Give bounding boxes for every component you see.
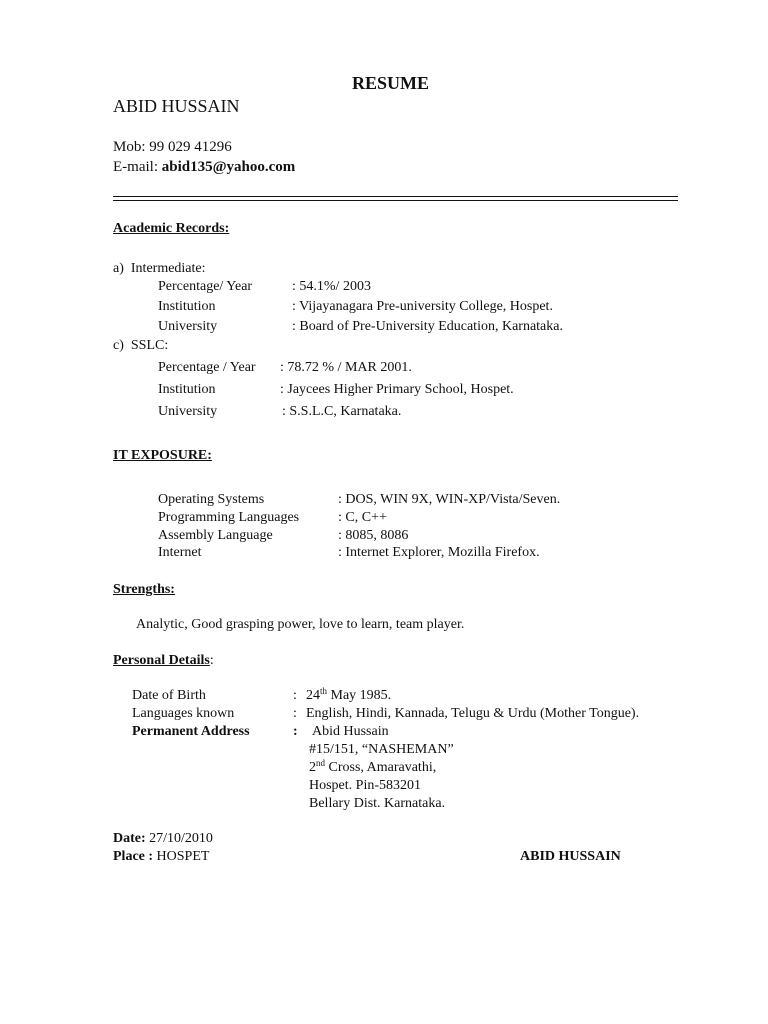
address-label: Permanent Address xyxy=(132,724,250,739)
email-line xyxy=(113,160,295,175)
address-cross-number: 2 xyxy=(309,760,316,775)
address-cross-suffix: nd xyxy=(316,758,325,768)
address-cross-rest: Cross, Amaravathi, xyxy=(325,760,437,775)
it-programming-label: Programming Languages xyxy=(158,510,300,525)
sslc-university-value: : S.S.L.C, Karnataka. xyxy=(282,404,402,419)
address-line-1: Abid Hussain xyxy=(312,724,389,739)
email-address: abid135@yahoo.com xyxy=(161,159,296,175)
languages-colon: : xyxy=(293,706,297,721)
date-label: Date: xyxy=(113,831,146,846)
sslc-percentage-label: Percentage / Year xyxy=(158,360,256,375)
sslc-institution-value: : Jaycees Higher Primary School, Hospet. xyxy=(280,382,514,397)
sslc-title xyxy=(113,339,168,353)
intermediate-label: Intermediate: xyxy=(130,261,206,276)
candidate-name: ABID HUSSAIN xyxy=(113,96,240,116)
sslc-percentage-value: : 78.72 % / MAR 2001. xyxy=(280,360,412,375)
personal-heading: Personal Details xyxy=(113,653,210,668)
resume-title: RESUME xyxy=(352,73,430,93)
sslc-label: SSLC: xyxy=(130,338,169,353)
address-line-2: #15/151, “NASHEMAN” xyxy=(309,742,454,757)
date-value: 27/10/2010 xyxy=(145,831,213,846)
signature-name: ABID HUSSAIN xyxy=(520,849,621,864)
header-divider-top xyxy=(113,196,678,197)
intermediate-institution-value: : Vijayanagara Pre-university College, Hospet. xyxy=(292,299,553,314)
sslc-institution-label: Institution xyxy=(158,382,216,397)
mobile-line xyxy=(113,140,232,155)
intermediate-title xyxy=(113,262,206,276)
languages-value: English, Hindi, Kannada, Telugu & Urdu (Mother Tongue). xyxy=(306,706,640,721)
dob-suffix: th xyxy=(320,686,328,696)
personal-heading-colon: : xyxy=(209,653,214,668)
dob-month-year: May 1985. xyxy=(327,688,392,703)
academic-heading: Academic Records: xyxy=(113,221,230,236)
languages-label: Languages known xyxy=(132,706,235,721)
it-exposure-heading: IT EXPOSURE: xyxy=(113,448,212,463)
it-programming-value: : C, C++ xyxy=(338,510,387,525)
it-internet-value: : Internet Explorer, Mozilla Firefox. xyxy=(338,545,540,560)
dob-value xyxy=(306,686,392,703)
intermediate-percentage-label: Percentage/ Year xyxy=(158,279,253,294)
address-line-3 xyxy=(309,758,437,775)
mobile-number: 99 029 41296 xyxy=(149,139,232,155)
address-colon: : xyxy=(293,724,298,739)
it-assembly-label: Assembly Language xyxy=(158,528,273,543)
address-line-4: Hospet. Pin-583201 xyxy=(309,778,421,793)
personal-heading-line xyxy=(113,654,214,668)
header-divider-bottom xyxy=(113,200,678,201)
intermediate-university-value: : Board of Pre-University Education, Karnataka. xyxy=(292,319,563,334)
place-line xyxy=(113,850,209,864)
dob-label: Date of Birth xyxy=(132,688,206,703)
it-internet-label: Internet xyxy=(158,545,202,560)
dob-day: 24 xyxy=(306,688,320,703)
place-label: Place : xyxy=(113,849,154,864)
dob-colon: : xyxy=(293,688,297,703)
mobile-label: Mob: xyxy=(113,139,146,155)
sslc-university-label: University xyxy=(158,404,218,419)
sslc-marker: c) xyxy=(113,338,124,353)
it-os-value: : DOS, WIN 9X, WIN-XP/Vista/Seven. xyxy=(338,492,561,507)
intermediate-marker: a) xyxy=(113,261,124,276)
address-line-5: Bellary Dist. Karnataka. xyxy=(309,796,446,811)
it-assembly-value: : 8085, 8086 xyxy=(338,528,409,543)
intermediate-institution-label: Institution xyxy=(158,299,216,314)
intermediate-percentage-value: : 54.1%/ 2003 xyxy=(292,279,371,294)
intermediate-university-label: University xyxy=(158,319,218,334)
strengths-text: Analytic, Good grasping power, love to learn, team player. xyxy=(136,617,465,632)
email-label: E-mail: xyxy=(113,159,158,175)
it-os-label: Operating Systems xyxy=(158,492,265,507)
strengths-heading: Strengths: xyxy=(113,582,175,597)
place-value: HOSPET xyxy=(153,849,210,864)
date-line xyxy=(113,832,213,846)
